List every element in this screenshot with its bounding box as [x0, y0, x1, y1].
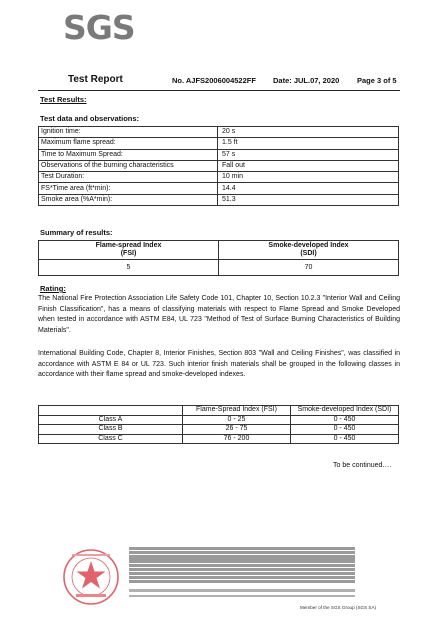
sgs-logo: SGS — [63, 8, 135, 47]
official-seal-stamp — [62, 548, 120, 606]
obs-label: FS*Time area (ft*min): — [39, 183, 218, 194]
rating-heading: Rating: — [40, 284, 66, 293]
obs-value: 51.3 — [218, 194, 399, 205]
table-row — [39, 138, 399, 149]
sdi-range-header: Smoke-developed Index (SDI) — [291, 406, 399, 416]
summary-heading: Summary of results: — [40, 228, 113, 237]
report-date: Date: JUL.07, 2020 — [273, 76, 340, 85]
observations-heading: Test data and observations: — [40, 114, 140, 123]
fsi-range-header: Flame-Spread Index (FSI) — [183, 406, 291, 416]
ibc-paragraph: International Building Code, Chapter 8, Interior Finishes, Section 803 "Wall and Ceiling Finishes", was classified in accordance with ASTM E 84 or UL 723. Such interior finish materials shall be grouped in the following classes in accordance with their flame spread and smoke-developed indexes. — [38, 350, 400, 379]
table-row — [39, 434, 399, 444]
table-header-row — [39, 241, 399, 260]
obs-value: Fall out — [218, 160, 399, 171]
obs-value: 1.5 ft — [218, 138, 399, 149]
sdi-range: 0 - 450 — [291, 425, 399, 435]
table-header-row — [39, 406, 399, 416]
obs-value: 57 s — [218, 149, 399, 160]
fsi-range: 26 - 75 — [183, 425, 291, 435]
sdi-value: 70 — [219, 260, 399, 276]
class-name: Class C — [39, 434, 183, 444]
footer-terms-text — [129, 547, 355, 584]
classes-table — [38, 405, 399, 444]
fsi-header: Flame-spread Index (FSI) — [39, 241, 219, 260]
table-row — [39, 415, 399, 425]
table-row — [39, 172, 399, 183]
sdi-range: 0 - 450 — [291, 415, 399, 425]
obs-label: Time to Maximum Spread: — [39, 149, 218, 160]
table-row — [39, 183, 399, 194]
table-row — [39, 194, 399, 205]
table-row — [39, 425, 399, 435]
obs-value: 20 s — [218, 127, 399, 138]
observations-table — [38, 126, 399, 206]
class-name: Class B — [39, 425, 183, 435]
class-name: Class A — [39, 415, 183, 425]
member-note: Member of the SGS Group (SGS SA) — [300, 605, 377, 610]
fsi-range: 76 - 200 — [183, 434, 291, 444]
obs-label: Smoke area (%A*min): — [39, 194, 218, 205]
obs-label: Maximum flame spread: — [39, 138, 218, 149]
table-row — [39, 149, 399, 160]
rating-paragraph: The National Fire Protection Association Life Safety Code 101, Chapter 10, Section 10.2.3 "Interior Wall and Ceiling Finish Classification", has a means of classifying materials with respect to Flame Spread and Smoke Developed when tested in accordance with ASTM E84, UL 723 "Method of Test of Surface Burning Characteristics of Building Materials". — [38, 295, 400, 334]
summary-table — [38, 240, 399, 276]
sdi-range: 0 - 450 — [291, 434, 399, 444]
sdi-header: Smoke-developed Index (SDI) — [219, 241, 399, 260]
fsi-value: 5 — [39, 260, 219, 276]
obs-value: 10 min — [218, 172, 399, 183]
obs-value: 14.4 — [218, 183, 399, 194]
fsi-range: 0 - 25 — [183, 415, 291, 425]
test-results-heading: Test Results: — [40, 95, 87, 104]
obs-label: Test Duration: — [39, 172, 218, 183]
page-number: Page 3 of 5 — [357, 76, 397, 85]
continued-note: To be continued…. — [333, 462, 392, 469]
header-divider — [38, 90, 400, 91]
report-number: No. AJFS2006004522FF — [172, 76, 256, 85]
table-row — [39, 160, 399, 171]
report-header — [38, 76, 400, 90]
footer-address — [129, 589, 355, 600]
class-header — [39, 406, 183, 416]
report-title: Test Report — [68, 74, 123, 85]
table-row — [39, 127, 399, 138]
table-row — [39, 260, 399, 276]
obs-label: Ignition time: — [39, 127, 218, 138]
obs-label: Observations of the burning characteristics — [39, 160, 218, 171]
